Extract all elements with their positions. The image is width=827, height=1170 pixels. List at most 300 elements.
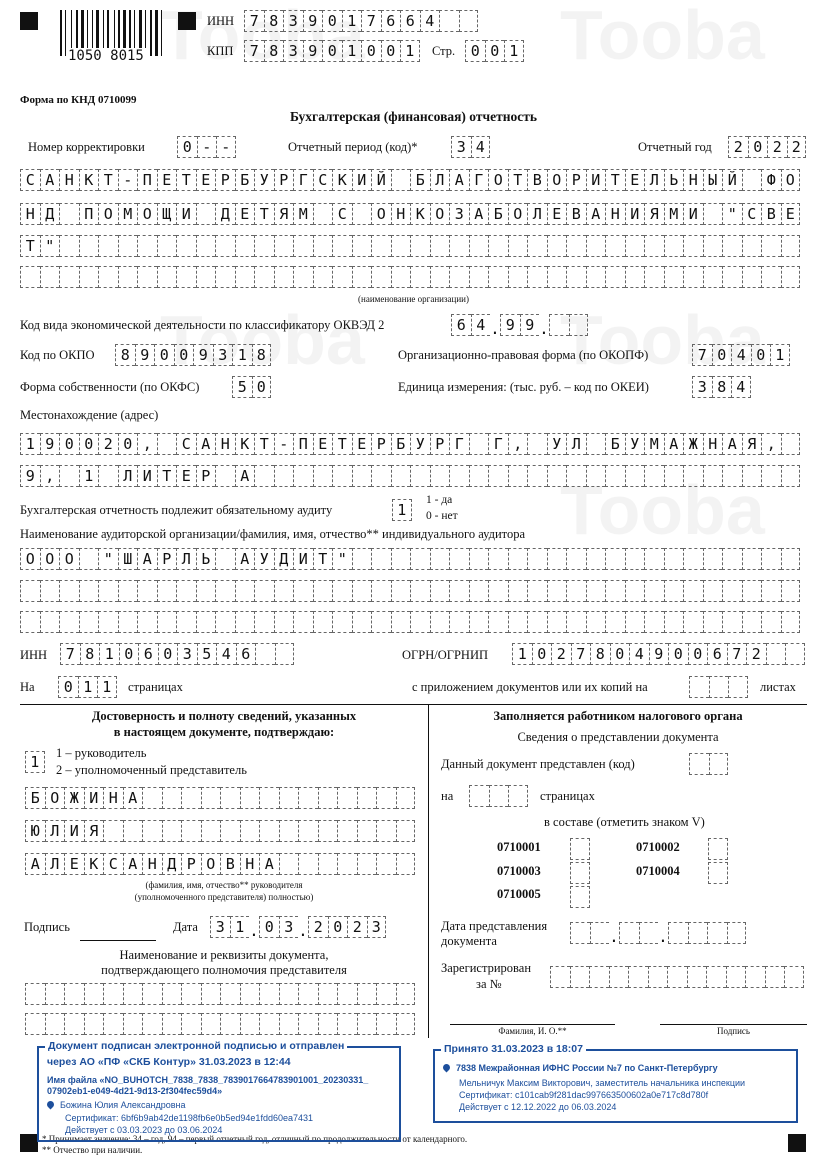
char-cell (215, 235, 235, 257)
name-field[interactable] (25, 820, 415, 844)
char-cell: 7 (571, 643, 591, 665)
char-cell (196, 266, 216, 288)
date-cell (727, 922, 747, 944)
char-cell (430, 580, 450, 602)
char-cell (220, 983, 240, 1005)
date-cell (570, 922, 590, 944)
reg-label: Зарегистрирован (441, 961, 532, 975)
char-cell (157, 266, 177, 288)
char-cell (357, 787, 377, 809)
stamp-person: Божина Юлия Александровна (60, 1100, 186, 1110)
pages-suffix: страницах (128, 680, 183, 694)
char-cell (469, 266, 489, 288)
char-cell (279, 983, 299, 1005)
okved-cell: 9 (520, 314, 540, 336)
char-cell (313, 580, 333, 602)
page-field[interactable] (465, 40, 524, 64)
audit-yes: 1 - да (426, 494, 453, 506)
auditor-row[interactable] (20, 548, 800, 572)
char-cell (459, 10, 479, 32)
auditor-row[interactable] (20, 580, 800, 604)
char-cell: 4 (731, 344, 751, 366)
char-cell (708, 838, 728, 860)
char-cell (352, 203, 372, 225)
char-cell: К (79, 169, 99, 191)
fio-line[interactable] (450, 1024, 615, 1025)
char-cell (396, 1013, 416, 1035)
char-cell: 5 (232, 376, 252, 398)
org-name-row[interactable] (20, 203, 800, 227)
char-cell: Ж (683, 433, 703, 455)
char-cell: 2 (746, 643, 766, 665)
char-cell (181, 983, 201, 1005)
signer-option: 2 – уполномоченный представитель (56, 763, 247, 777)
char-cell: 0 (79, 433, 99, 455)
form-check[interactable] (570, 886, 590, 910)
char-cell (259, 983, 279, 1005)
okved-cell: 4 (471, 314, 491, 336)
char-cell (118, 611, 138, 633)
patronymic-field[interactable] (25, 853, 415, 877)
form-check[interactable] (570, 862, 590, 886)
year-field[interactable] (728, 136, 806, 160)
char-cell (123, 983, 143, 1005)
signer-option: 1 – руководитель (56, 746, 147, 760)
date-cell (639, 922, 659, 944)
char-cell: В (566, 203, 586, 225)
char-cell (547, 580, 567, 602)
char-cell: Ю (25, 820, 45, 842)
kpp-label: КПП (207, 44, 234, 58)
char-cell (337, 1013, 357, 1035)
char-cell (118, 266, 138, 288)
char-cell (259, 787, 279, 809)
doc-row[interactable] (25, 983, 415, 1007)
date-cell (688, 922, 708, 944)
char-cell: Л (45, 853, 65, 875)
char-cell: У (254, 548, 274, 570)
char-cell: У (254, 169, 274, 191)
char-cell: Й (371, 169, 391, 191)
appendix-suffix: листах (760, 680, 796, 694)
char-cell (103, 1013, 123, 1035)
char-cell: 1 (232, 344, 252, 366)
footnote: ** Отчество при наличии. (42, 1145, 143, 1155)
surname-field[interactable] (25, 787, 415, 811)
char-cell: 7 (361, 10, 381, 32)
char-cell: Н (103, 787, 123, 809)
char-cell: 3 (451, 136, 471, 158)
form-check[interactable] (570, 838, 590, 862)
char-cell (293, 465, 313, 487)
char-cell: А (449, 169, 469, 191)
char-cell (722, 465, 742, 487)
char-cell (469, 611, 489, 633)
char-cell (742, 266, 762, 288)
char-cell (98, 580, 118, 602)
barcode-bar (161, 10, 162, 56)
char-cell (215, 266, 235, 288)
char-cell (157, 235, 177, 257)
char-cell (220, 1013, 240, 1035)
char-cell: О (508, 203, 528, 225)
address-row[interactable] (20, 433, 800, 457)
code-field[interactable] (689, 753, 728, 777)
on-label: на (441, 789, 454, 803)
char-cell (742, 611, 762, 633)
char-cell (254, 611, 274, 633)
char-cell (20, 580, 40, 602)
char-cell (176, 580, 196, 602)
char-cell (79, 266, 99, 288)
char-cell (709, 676, 729, 698)
sign-line-caption: Подпись (716, 1026, 751, 1036)
char-cell: 8 (712, 376, 732, 398)
char-cell: Н (605, 203, 625, 225)
char-cell: 3 (283, 40, 303, 62)
char-cell: Я (274, 203, 294, 225)
char-cell (20, 266, 40, 288)
form-code: 0710002 (636, 840, 680, 854)
char-cell: Б (391, 433, 411, 455)
char-cell: Н (391, 203, 411, 225)
char-cell (722, 548, 742, 570)
char-cell: 0 (322, 10, 342, 32)
char-cell (84, 1013, 104, 1035)
okpo-field[interactable] (115, 344, 271, 368)
kpp-field[interactable] (244, 40, 420, 64)
char-cell: 1 (79, 465, 99, 487)
char-cell: Т (332, 433, 352, 455)
char-cell: Н (703, 433, 723, 455)
char-cell (220, 787, 240, 809)
char-cell: 1 (392, 499, 412, 521)
correction-field[interactable] (177, 136, 236, 160)
char-cell: Л (45, 820, 65, 842)
char-cell (644, 611, 664, 633)
char-cell (157, 611, 177, 633)
char-cell (449, 235, 469, 257)
char-cell: 0 (532, 643, 552, 665)
char-cell (293, 266, 313, 288)
stamp-person-row (47, 1100, 185, 1110)
confirm-title: Достоверность и полноту сведений, указанных (91, 709, 357, 723)
char-cell (103, 820, 123, 842)
char-cell (488, 465, 508, 487)
char-cell (376, 853, 396, 875)
char-cell (318, 820, 338, 842)
char-cell (59, 235, 79, 257)
char-cell: Е (176, 465, 196, 487)
period-field[interactable] (451, 136, 490, 160)
char-cell: 0 (688, 643, 708, 665)
char-cell: 9 (303, 10, 323, 32)
char-cell (547, 235, 567, 257)
char-cell: И (137, 465, 157, 487)
char-cell (254, 580, 274, 602)
char-cell (410, 266, 430, 288)
date-label: Дата (173, 920, 198, 934)
char-cell (79, 611, 99, 633)
char-cell: , (40, 465, 60, 487)
form-check[interactable] (708, 838, 728, 862)
char-cell (439, 10, 459, 32)
char-cell: - (216, 136, 236, 158)
char-cell: П (79, 203, 99, 225)
char-cell (625, 266, 645, 288)
char-cell (352, 548, 372, 570)
char-cell (79, 235, 99, 257)
char-cell (687, 966, 707, 988)
char-cell: О (45, 787, 65, 809)
char-cell: С (742, 203, 762, 225)
char-cell: 9 (649, 643, 669, 665)
unit-field[interactable] (692, 376, 751, 400)
section-divider (20, 704, 807, 705)
char-cell: Ы (703, 169, 723, 191)
char-cell: 6 (381, 10, 401, 32)
char-cell (566, 266, 586, 288)
org-name-row[interactable] (20, 266, 800, 290)
char-cell (84, 983, 104, 1005)
char-cell (376, 983, 396, 1005)
char-cell (332, 611, 352, 633)
address-row[interactable] (20, 465, 800, 489)
accepted-stamp (433, 1043, 798, 1123)
char-cell (449, 611, 469, 633)
org-name-row[interactable] (20, 235, 800, 259)
org-name-row[interactable] (20, 169, 800, 193)
char-cell: 5 (197, 643, 217, 665)
char-cell: 1 (504, 40, 524, 62)
char-cell (181, 787, 201, 809)
char-cell (547, 611, 567, 633)
char-cell (742, 580, 762, 602)
char-cell: Г (293, 169, 313, 191)
char-cell (59, 266, 79, 288)
doc-row[interactable] (25, 1013, 415, 1037)
char-cell: 8 (264, 40, 284, 62)
char-cell: " (40, 235, 60, 257)
date-cell: 3 (279, 916, 299, 938)
stamp-cert: Сертификат: 6bf6b9ab42de1198fb6e0b5ed94e1fdd60ea7431 (65, 1113, 313, 1123)
char-cell: 1 (342, 10, 362, 32)
form-code: 0710004 (636, 864, 680, 878)
char-cell: А (123, 787, 143, 809)
char-cell: А (40, 169, 60, 191)
char-cell: 9 (193, 344, 213, 366)
appendix-field[interactable] (689, 676, 748, 700)
char-cell (586, 266, 606, 288)
char-cell: А (235, 465, 255, 487)
char-cell: 0 (119, 643, 139, 665)
char-cell (566, 611, 586, 633)
corner-marker (20, 1134, 38, 1152)
char-cell (201, 820, 221, 842)
char-cell (196, 235, 216, 257)
inn-field[interactable] (244, 10, 478, 34)
char-cell (279, 853, 299, 875)
char-cell (745, 966, 765, 988)
submit-date-label: документа (441, 934, 497, 948)
char-cell (371, 580, 391, 602)
appendix-label: с приложением документов или их копий на (412, 680, 648, 694)
char-cell (298, 787, 318, 809)
char-cell (64, 983, 84, 1005)
char-cell (279, 787, 299, 809)
char-cell (761, 465, 781, 487)
date-cell: 3 (210, 916, 230, 938)
char-cell (59, 580, 79, 602)
reg-field[interactable] (550, 966, 804, 990)
char-cell (410, 580, 430, 602)
char-cell: 0 (252, 376, 272, 398)
char-cell: 7 (727, 643, 747, 665)
char-cell (722, 611, 742, 633)
char-cell: 0 (361, 40, 381, 62)
char-cell: Л (644, 169, 664, 191)
barcode-bar (163, 10, 165, 56)
char-cell (488, 548, 508, 570)
char-cell (357, 983, 377, 1005)
char-cell (664, 580, 684, 602)
char-cell (644, 235, 664, 257)
okfs-field[interactable] (232, 376, 271, 400)
char-cell (45, 983, 65, 1005)
char-cell (255, 643, 275, 665)
char-cell: Ж (64, 787, 84, 809)
char-cell: 3 (692, 376, 712, 398)
char-cell (293, 235, 313, 257)
char-cell (430, 611, 450, 633)
char-cell: 1 (99, 643, 119, 665)
char-cell: В (220, 853, 240, 875)
char-cell (566, 235, 586, 257)
char-cell: С (313, 169, 333, 191)
char-cell (391, 611, 411, 633)
char-cell (20, 611, 40, 633)
auditor-inn-label: ИНН (20, 648, 48, 662)
char-cell (357, 1013, 377, 1035)
char-cell (176, 235, 196, 257)
corner-marker (178, 12, 196, 30)
char-cell (142, 820, 162, 842)
okved-cell: 9 (500, 314, 520, 336)
auditor-row[interactable] (20, 611, 800, 635)
unit-label: Единица измерения: (тыс. руб. – код по ОКЕИ) (398, 380, 649, 394)
char-cell (391, 548, 411, 570)
char-cell: Т (313, 548, 333, 570)
char-cell (337, 853, 357, 875)
char-cell: , (508, 433, 528, 455)
barcode-bar (60, 10, 62, 56)
char-cell: П (137, 169, 157, 191)
char-cell (396, 983, 416, 1005)
audit-label: Бухгалтерская отчетность подлежит обязательному аудиту (20, 503, 333, 517)
char-cell (722, 266, 742, 288)
stamp-file: Имя файла «NO_BUHOTCH_7838_7838_7839017664783901001_20230331_ (47, 1075, 369, 1085)
char-cell: 8 (264, 10, 284, 32)
org-name-caption: (наименование организации) (358, 294, 469, 304)
signer-field[interactable] (25, 751, 45, 775)
char-cell: 7 (244, 10, 264, 32)
auditor-inn-field[interactable] (60, 643, 294, 667)
submit-date-field[interactable] (570, 922, 746, 946)
char-cell: Д (215, 203, 235, 225)
char-cell (123, 1013, 143, 1035)
char-cell (318, 787, 338, 809)
char-cell: Р (157, 548, 177, 570)
char-cell (625, 548, 645, 570)
char-cell: Е (313, 433, 333, 455)
char-cell: 0 (610, 643, 630, 665)
char-cell (176, 266, 196, 288)
char-cell (98, 266, 118, 288)
char-cell: 2 (767, 136, 787, 158)
char-cell: " (98, 548, 118, 570)
char-cell: 4 (629, 643, 649, 665)
char-cell (181, 820, 201, 842)
char-cell (235, 580, 255, 602)
char-cell: О (98, 203, 118, 225)
char-cell (570, 862, 590, 884)
char-cell: 3 (177, 643, 197, 665)
char-cell: Е (625, 169, 645, 191)
char-cell: Я (742, 433, 762, 455)
char-cell (313, 266, 333, 288)
char-cell (508, 548, 528, 570)
ogrn-field[interactable] (512, 643, 805, 667)
char-cell (605, 235, 625, 257)
char-cell: О (137, 203, 157, 225)
char-cell: Н (59, 169, 79, 191)
pages-field[interactable] (58, 676, 117, 700)
char-cell: 1 (97, 676, 117, 698)
char-cell (781, 235, 801, 257)
char-cell (357, 853, 377, 875)
char-cell (703, 580, 723, 602)
char-cell (313, 611, 333, 633)
year-label: Отчетный год (638, 140, 712, 154)
char-cell: О (430, 203, 450, 225)
char-cell: Ф (761, 169, 781, 191)
audit-field[interactable] (392, 499, 412, 523)
char-cell (722, 235, 742, 257)
form-check[interactable] (708, 862, 728, 886)
char-cell: 2 (551, 643, 571, 665)
char-cell (118, 235, 138, 257)
char-cell: Ш (118, 548, 138, 570)
opf-field[interactable] (692, 344, 790, 368)
char-cell: М (118, 203, 138, 225)
char-cell (215, 580, 235, 602)
char-cell (761, 611, 781, 633)
date-field[interactable] (210, 916, 386, 940)
char-cell (59, 465, 79, 487)
stamp-office-row (443, 1063, 718, 1073)
char-cell: 2 (787, 136, 807, 158)
signature-line[interactable] (80, 940, 156, 941)
char-cell: Ь (664, 169, 684, 191)
char-cell: Т (605, 169, 625, 191)
tax-pages-field[interactable] (469, 785, 528, 809)
sign-line[interactable] (660, 1024, 807, 1025)
stamp-title: Принято 31.03.2023 в 18:07 (441, 1043, 586, 1055)
okved-field[interactable] (451, 314, 588, 338)
char-cell (235, 266, 255, 288)
char-cell (508, 611, 528, 633)
corner-marker (788, 1134, 806, 1152)
